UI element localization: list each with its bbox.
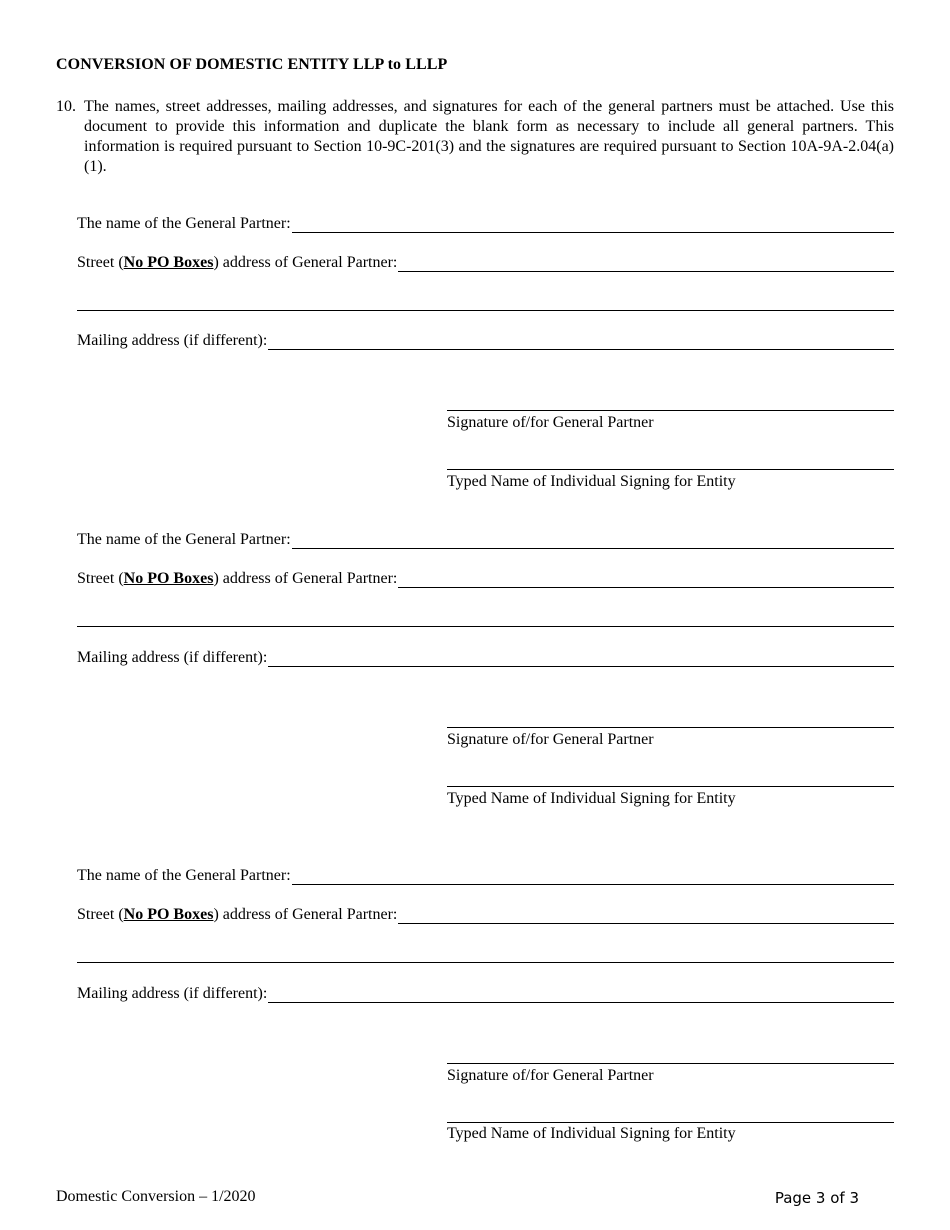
partner-2-name-field — [77, 527, 894, 549]
partner-3-street-continuation-line[interactable] — [77, 962, 894, 963]
partner-2-street-field — [77, 566, 894, 588]
partner-name-label: The name of the General Partner: — [77, 531, 291, 548]
partner-2-typed-name-line[interactable] — [447, 786, 894, 787]
street-address-label: Street (No PO Boxes) address of General Partner: — [77, 906, 398, 923]
partner-3-street-field — [77, 902, 894, 924]
partner-name-label: The name of the General Partner: — [77, 867, 291, 884]
signature-label: Signature of/for General Partner — [447, 414, 654, 431]
item-text: The names, street addresses, mailing addresses, and signatures for each of the general partners must be attached. Use this document to provide this information and duplicate the blank form as necessary to include all general partners. This information is required pursuant to Section 10-9C-201(3) and the signatures are required pursuant to Section 10A-9A-2.04(a)(1). — [84, 98, 894, 175]
footer-form-version: Domestic Conversion – 1/2020 — [56, 1188, 256, 1205]
partner-3-street-input-line[interactable] — [398, 906, 894, 924]
typed-name-label: Typed Name of Individual Signing for Entity — [447, 473, 736, 490]
partner-1-street-continuation-line[interactable] — [77, 310, 894, 311]
item-number: 10. — [56, 98, 76, 115]
partner-3-name-input-line[interactable] — [292, 867, 894, 885]
document-title: CONVERSION OF DOMESTIC ENTITY LLP to LLLP — [56, 56, 448, 73]
partner-2-street-input-line[interactable] — [398, 570, 894, 588]
mailing-address-label: Mailing address (if different): — [77, 332, 268, 349]
partner-name-label: The name of the General Partner: — [77, 215, 291, 232]
partner-1-street-input-line[interactable] — [398, 254, 894, 272]
footer-page-number: Page 3 of 3 — [774, 1189, 859, 1207]
partner-1-signature-line[interactable] — [447, 410, 894, 411]
typed-name-label: Typed Name of Individual Signing for Entity — [447, 790, 736, 807]
signature-label: Signature of/for General Partner — [447, 1067, 654, 1084]
partner-1-name-field — [77, 211, 894, 233]
partner-2-name-input-line[interactable] — [292, 531, 894, 549]
instruction-item-10 — [56, 97, 894, 177]
partner-3-typed-name-line[interactable] — [447, 1122, 894, 1123]
partner-2-mailing-input-line[interactable] — [268, 649, 894, 667]
partner-1-street-field — [77, 250, 894, 272]
partner-1-mailing-input-line[interactable] — [268, 332, 894, 350]
signature-label: Signature of/for General Partner — [447, 731, 654, 748]
partner-3-signature-line[interactable] — [447, 1063, 894, 1064]
partner-1-name-input-line[interactable] — [292, 215, 894, 233]
street-address-label: Street (No PO Boxes) address of General Partner: — [77, 570, 398, 587]
partner-3-mailing-field — [77, 981, 894, 1003]
partner-1-typed-name-line[interactable] — [447, 469, 894, 470]
partner-3-mailing-input-line[interactable] — [268, 985, 894, 1003]
partner-3-name-field — [77, 863, 894, 885]
mailing-address-label: Mailing address (if different): — [77, 649, 268, 666]
street-address-label: Street (No PO Boxes) address of General Partner: — [77, 254, 398, 271]
partner-2-signature-line[interactable] — [447, 727, 894, 728]
partner-2-mailing-field — [77, 645, 894, 667]
typed-name-label: Typed Name of Individual Signing for Entity — [447, 1125, 736, 1142]
partner-1-mailing-field — [77, 328, 894, 350]
partner-2-street-continuation-line[interactable] — [77, 626, 894, 627]
mailing-address-label: Mailing address (if different): — [77, 985, 268, 1002]
